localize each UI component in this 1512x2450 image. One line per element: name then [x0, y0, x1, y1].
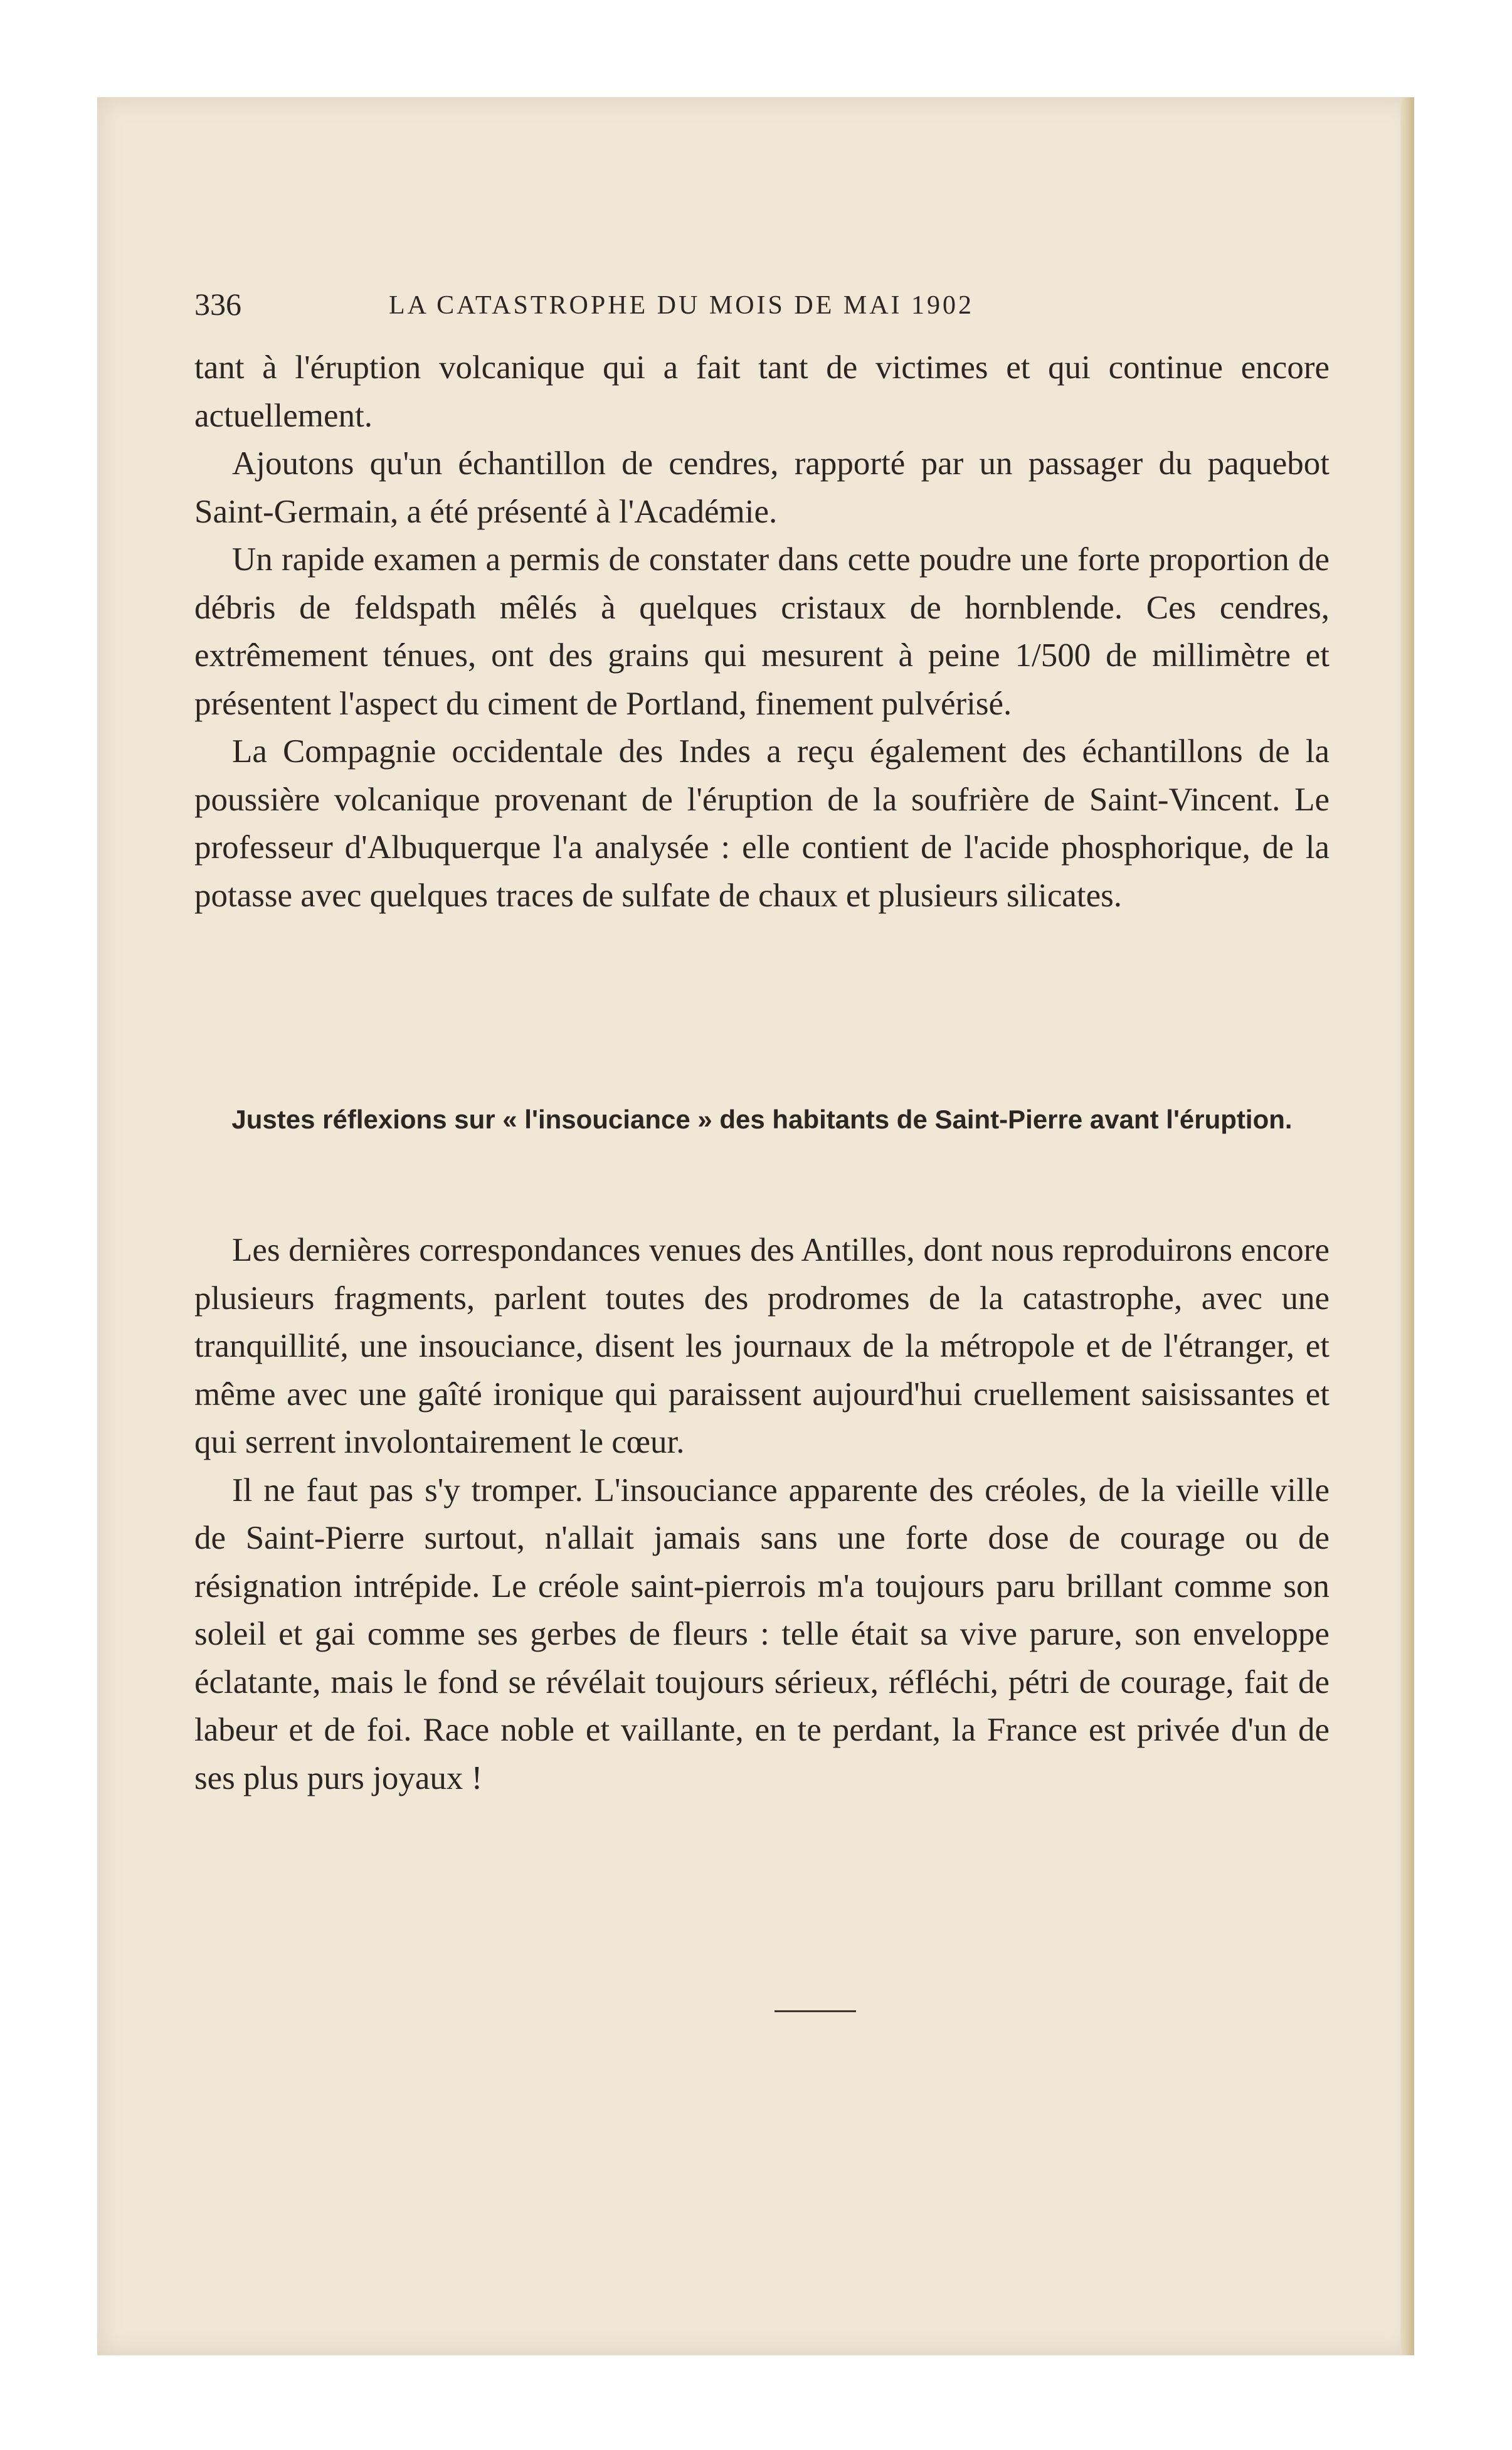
section-heading: Justes réflexions sur « l'insouciance » des habitants de Saint-Pierre avant l'éruption.: [231, 1105, 1293, 1134]
paragraph: Un rapide examen a permis de constater dans cette poudre une forte proportion de débris de feldspath mêlés à quelques cristaux de hornblende. Ces cendres, extrêmement ténues, ont des grains qui mesurent à peine 1/500 de millimètre et présentent l'aspect du ciment de Portland, finement pulvérisé.: [194, 541, 1330, 722]
page-number: 336: [194, 287, 241, 322]
paragraph: Les dernières correspondances venues des Antilles, dont nous reproduirons encore plusieurs fragments, parlent toutes des prodromes de la catastrophe, avec une tranquillité, une insouciance, disent les journaux de la métropole et de l'étranger, et même avec une gaîté ironique qui paraissent aujourd'hui cruellement saisissantes et qui serrent involontairement le cœur.: [194, 1232, 1330, 1460]
paragraph: Ajoutons qu'un échantillon de cendres, rapporté par un passager du paquebot Saint-Germain, a été présenté à l'Académie.: [194, 445, 1330, 530]
running-header: [194, 285, 1135, 323]
paragraph: Il ne faut pas s'y tromper. L'insouciance apparente des créoles, de la vieille ville de Saint-Pierre surtout, n'allait jamais sans une forte dose de courage ou de résignation intrépide. Le créole saint-pierrois m'a toujours paru brillant comme son soleil et gai comme ses gerbes de fleurs : telle était sa vive parure, son enveloppe éclatante, mais le fond se révélait toujours sérieux, réfléchi, pétri de courage, fait de labeur et de foi. Race noble et vaillante, en te perdant, la France est privée d'un de ses plus purs joyaux !: [194, 1472, 1330, 1796]
page-edge-shadow: [1400, 97, 1414, 2355]
paragraph: La Compagnie occidentale des Indes a reçu également des échantillons de la poussière volcanique provenant de l'éruption de la soufrière de Saint-Vincent. Le professeur d'Albuquerque l'a analysée : elle contient de l'acide phosphorique, de la potasse avec quelques traces de sulfate de chaux et plusieurs silicates.: [194, 733, 1330, 914]
body-text-top: [194, 344, 1330, 920]
body-text-bottom: [194, 1226, 1330, 1802]
paragraph: tant à l'éruption volcanique qui a fait tant de victimes et qui continue encore actuellement.: [194, 349, 1330, 434]
running-title: LA CATASTROPHE DU MOIS DE MAI 1902: [389, 291, 975, 320]
closing-rule: [775, 2010, 856, 2012]
